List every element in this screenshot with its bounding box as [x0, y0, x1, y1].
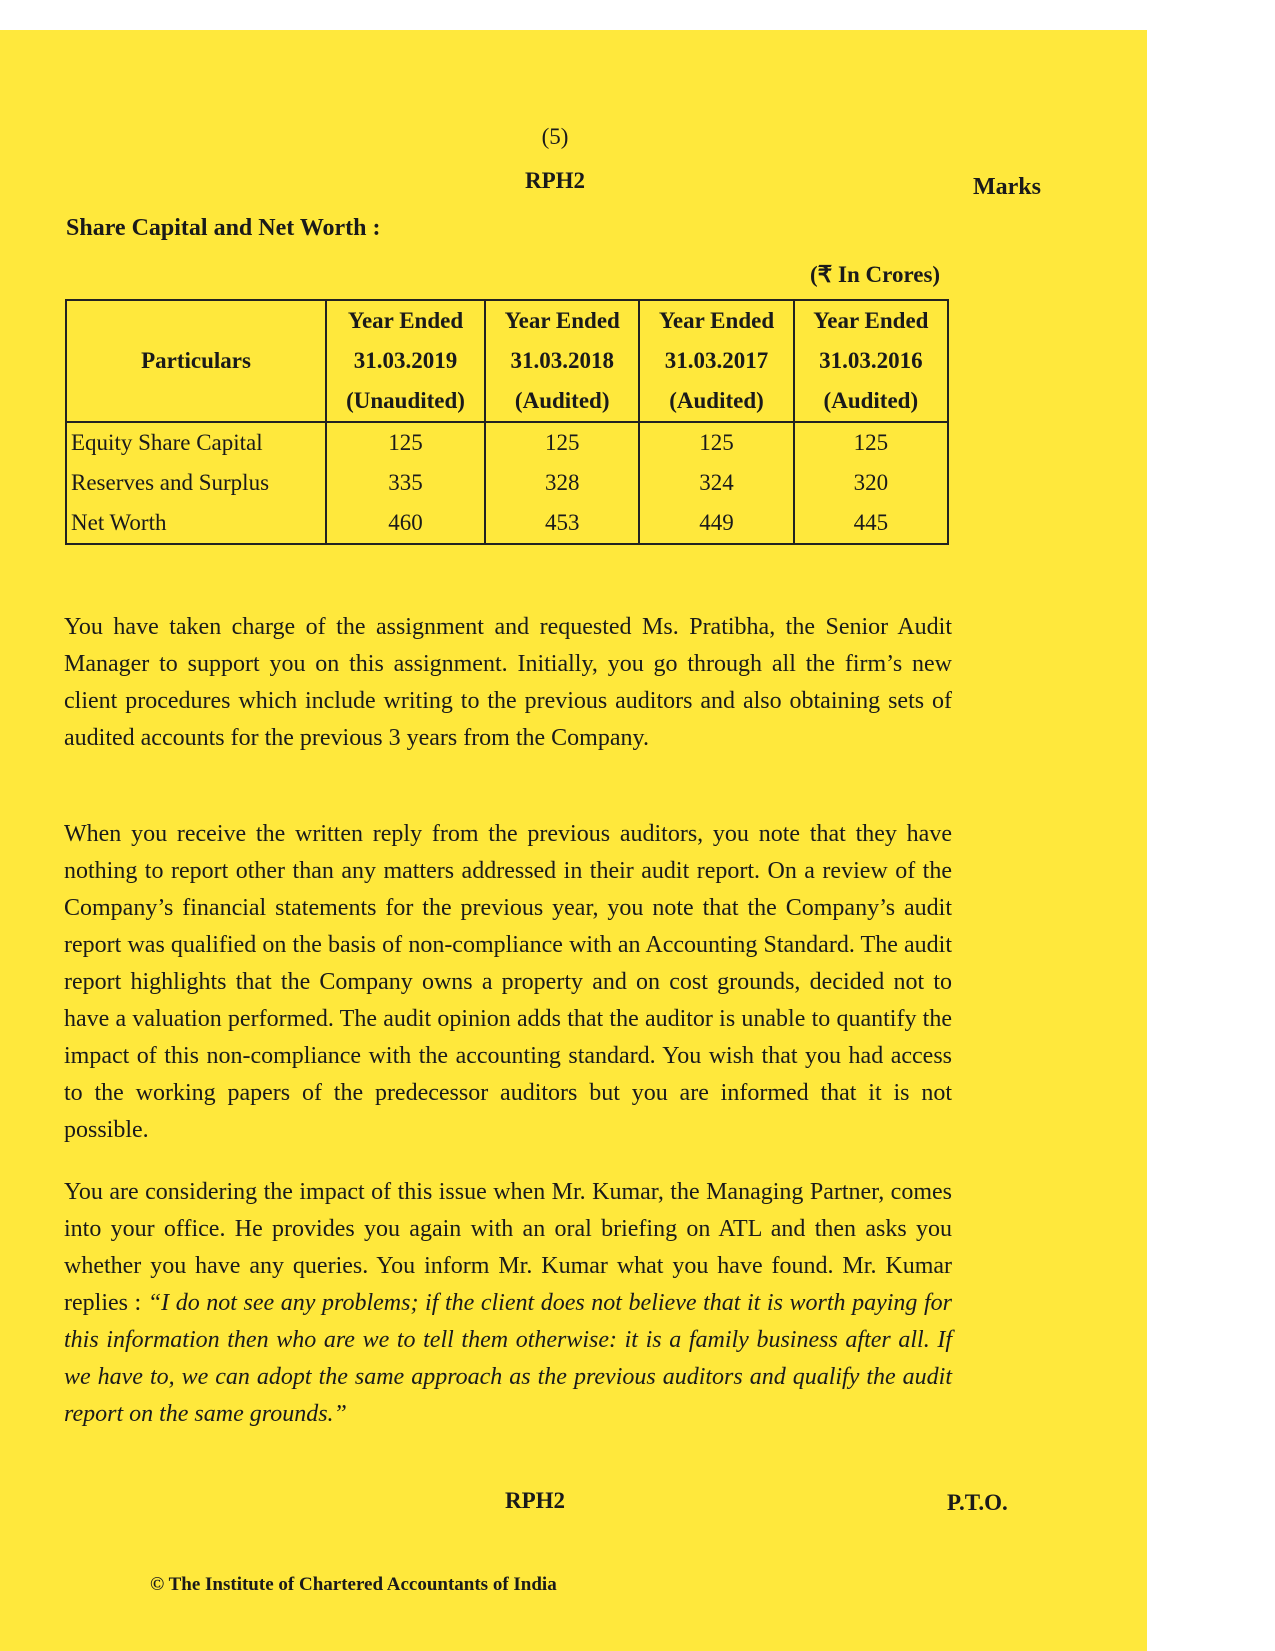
table-cell: 460: [326, 503, 485, 544]
page-number: (5): [541, 124, 569, 149]
column-header-2018: [485, 300, 639, 422]
section-title: Share Capital and Net Worth :: [66, 215, 381, 241]
column-header-line: Year Ended: [504, 308, 620, 333]
table-row: [66, 503, 948, 544]
row-label: Equity Share Capital: [66, 422, 326, 463]
table-cell: 125: [326, 422, 485, 463]
table-cell: 445: [794, 503, 948, 544]
column-header-line: Year Ended: [347, 308, 464, 333]
pto-label: P.T.O.: [947, 1490, 1008, 1515]
table-cell: 324: [639, 463, 793, 503]
footer-paper-code: RPH2: [505, 1488, 566, 1513]
table-header-row: [66, 300, 948, 422]
paragraph-taking-charge: You have taken charge of the assignment and requested Ms. Pratibha, the Senior Audit Manager to support you on this assignment. Initially, you go through all the firm’s new client procedures which include writing to the previous auditors and also obtaining sets of audited accounts for the previous 3 years from the Company.: [64, 614, 952, 751]
column-header-status: (Unaudited): [346, 388, 465, 413]
table-cell: 453: [485, 503, 639, 544]
row-label: Net Worth: [66, 503, 326, 544]
paragraph-intro-text: You are considering the impact of this issue when Mr. Kumar, the Managing Partner, comes into your office. He provides you again with an oral briefing on ATL and then asks you whether you have any queries. You inform Mr. Kumar what you have found. Mr. Kumar replies :: [64, 1179, 952, 1316]
column-header-status: (Audited): [669, 388, 764, 413]
column-header-line: Year Ended: [658, 308, 775, 333]
table-cell: 328: [485, 463, 639, 503]
copyright-notice: © The Institute of Chartered Accountants of India: [150, 1574, 557, 1595]
table-row: [66, 463, 948, 503]
column-header-2016: [794, 300, 948, 422]
financial-table: [65, 299, 949, 545]
column-header-date: 31.03.2016: [819, 348, 923, 373]
paragraph-managing-partner: [64, 1174, 952, 1433]
paragraph-previous-auditors-reply: When you receive the written reply from the previous auditors, you note that they have nothing to report other than any matters addressed in their audit report. On a review of the Company’s financial statements for the previous year, you note that the Company’s audit report was qualified on the basis of non-compliance with an Accounting Standard. The audit report highlights that the Company owns a property and on cost grounds, decided not to have a valuation performed. The audit opinion adds that the auditor is unable to quantify the impact of this non-compliance with the accounting standard. You wish that you had access to the working papers of the predecessor auditors but you are informed that it is not possible.: [64, 821, 952, 1143]
column-header-status: (Audited): [514, 388, 610, 413]
header-paper-code: RPH2: [524, 168, 586, 193]
table-cell: 320: [794, 463, 948, 503]
column-header-2019: [326, 300, 485, 422]
partner-quote: “I do not see any problems; if the client does not believe that it is worth paying for this information then who are we to tell them otherwise: it is a family business after all. If we have to, we can adopt the same approach as the previous auditors and qualify the audit report on the same grounds.”: [64, 1290, 953, 1427]
table-cell: 449: [639, 503, 793, 544]
unit-note: (₹ In Crores): [810, 262, 941, 287]
row-label: Reserves and Surplus: [66, 463, 326, 503]
column-header-2017: [639, 300, 793, 422]
column-header-date: 31.03.2019: [353, 348, 458, 373]
table-cell: 125: [485, 422, 639, 463]
column-header-line: Year Ended: [813, 308, 929, 333]
column-header-status: (Audited): [823, 388, 919, 413]
table-cell: 125: [639, 422, 793, 463]
table-cell: 335: [326, 463, 485, 503]
table-cell: 125: [794, 422, 948, 463]
table-row: [66, 422, 948, 463]
column-header-date: 31.03.2017: [664, 348, 769, 373]
column-header-date: 31.03.2018: [510, 348, 614, 373]
marks-label: Marks: [973, 174, 1041, 200]
particulars-header: Particulars: [66, 300, 326, 422]
